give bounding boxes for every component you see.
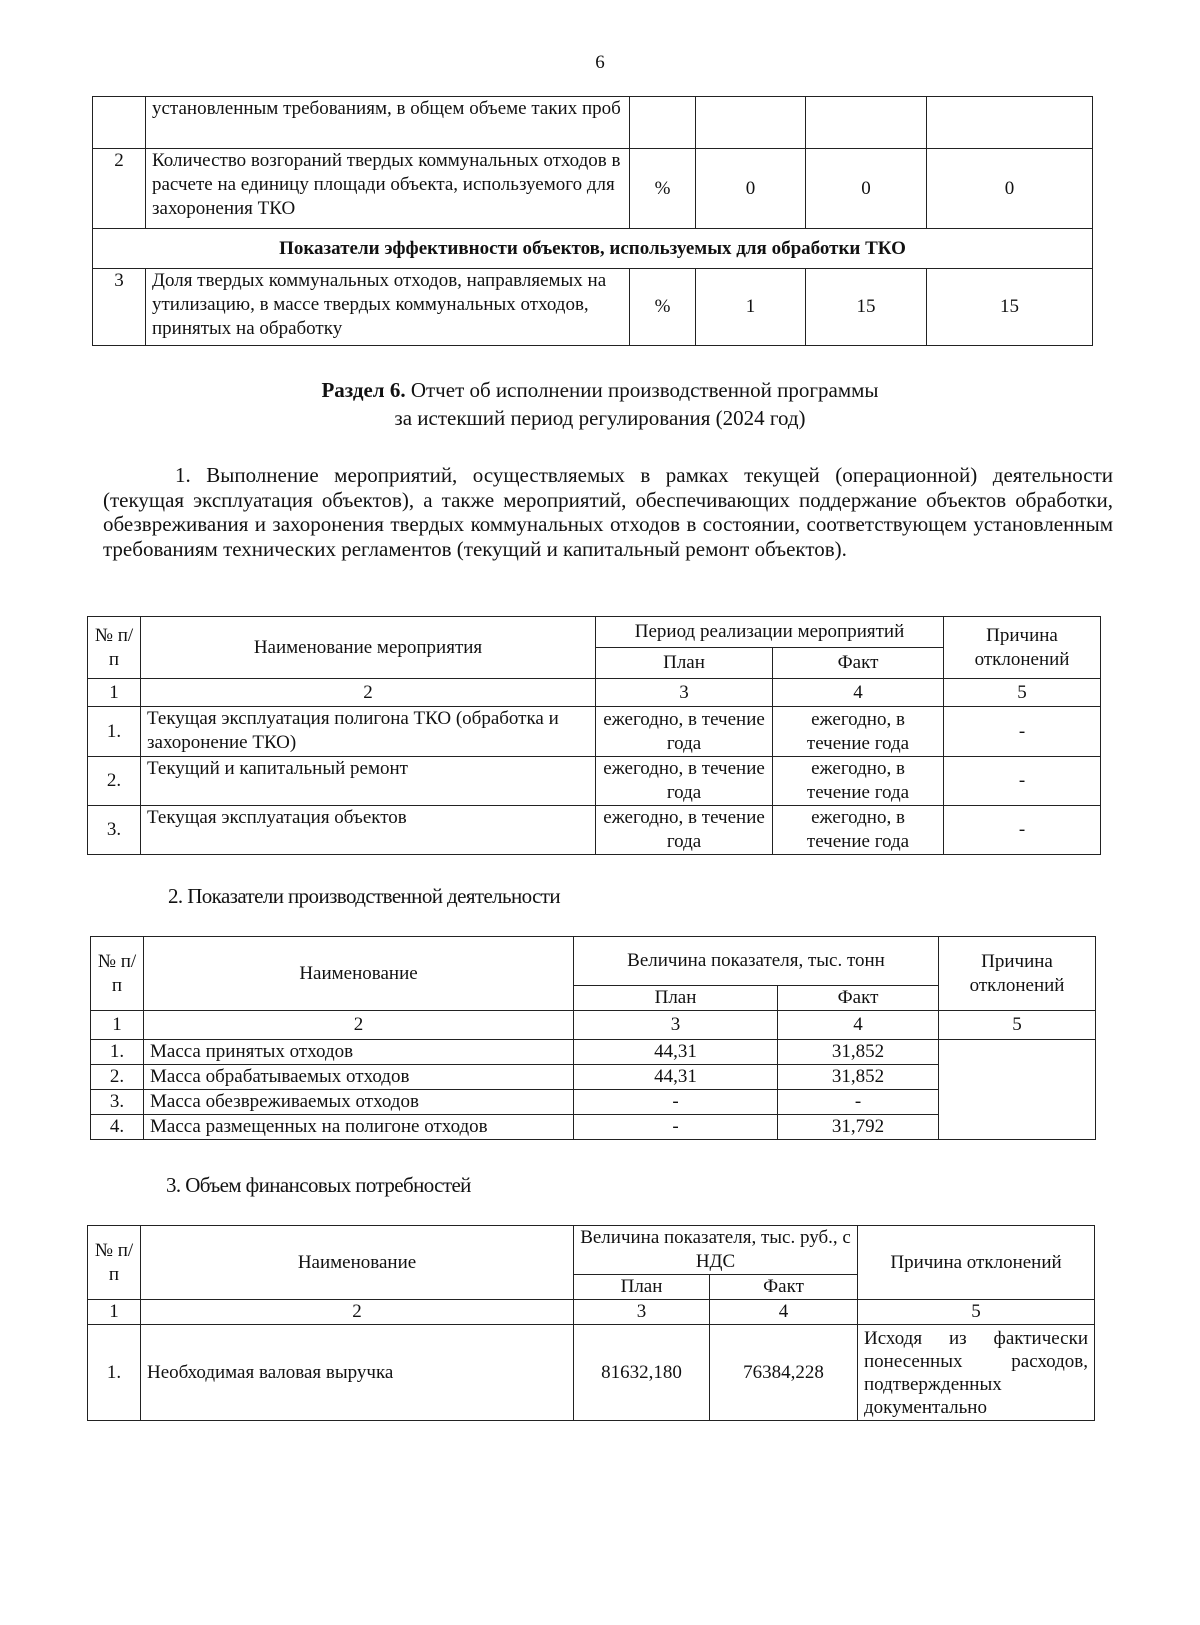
header-num: № п/п xyxy=(88,1226,141,1300)
column-index: 4 xyxy=(710,1300,858,1325)
header-name: Наименование xyxy=(141,1226,574,1300)
column-index: 5 xyxy=(858,1300,1095,1325)
subheading-finance: 3. Объем финансовых потребностей xyxy=(166,1173,471,1197)
value-cell xyxy=(696,97,806,149)
value-cell: 15 xyxy=(806,269,927,346)
header-plan: План xyxy=(574,1275,710,1300)
plan-cell: 81632,180 xyxy=(574,1325,710,1421)
financial-needs-table xyxy=(87,1225,1095,1421)
indicator-name: Масса принятых отходов xyxy=(144,1040,574,1065)
table-row xyxy=(88,806,1101,855)
value-cell: 0 xyxy=(806,149,927,229)
activities-table xyxy=(87,616,1101,855)
indicator-name: Масса размещенных на полигоне отходов xyxy=(144,1115,574,1140)
plan-cell: ежегодно, в течение года xyxy=(596,707,773,757)
section-title xyxy=(0,377,1200,404)
plan-cell: ежегодно, в течение года xyxy=(596,757,773,806)
plan-cell: 44,31 xyxy=(574,1065,778,1090)
header-reason: Причина отклонений xyxy=(944,617,1101,679)
header-fact: Факт xyxy=(710,1275,858,1300)
table-row xyxy=(91,1040,1096,1065)
header-name: Наименование xyxy=(144,937,574,1011)
header-num: № п/п xyxy=(88,617,141,679)
column-index: 3 xyxy=(574,1011,778,1040)
row-number: 3. xyxy=(91,1090,144,1115)
column-index: 3 xyxy=(596,679,773,707)
value-cell: 1 xyxy=(696,269,806,346)
indicator-name: Доля твердых коммунальных отходов, направляемых на утилизацию, в массе твердых коммунальных отходов, принятых на обработку xyxy=(146,269,630,346)
unit-cell: % xyxy=(630,269,696,346)
header-value: Величина показателя, тыс. руб., с НДС xyxy=(574,1226,858,1275)
table-row xyxy=(93,97,1093,149)
table-section-header xyxy=(93,229,1093,269)
unit-cell: % xyxy=(630,149,696,229)
fact-cell: ежегодно, в течение года xyxy=(773,757,944,806)
subheading-production: 2. Показатели производственной деятельности xyxy=(168,884,561,908)
indicator-name: установленным требованиям, в общем объеме таких проб xyxy=(146,97,630,149)
indicator-name: Масса обрабатываемых отходов xyxy=(144,1065,574,1090)
header-plan: План xyxy=(596,648,773,679)
table-row xyxy=(93,149,1093,229)
reason-cell: Исходя из фактически понесенных расходов, подтвержденных документально xyxy=(858,1325,1095,1421)
column-index-row xyxy=(88,1300,1095,1325)
plan-cell: - xyxy=(574,1090,778,1115)
header-reason: Причина отклонений xyxy=(858,1226,1095,1300)
header-period: Период реализации мероприятий xyxy=(596,617,944,648)
row-number: 3 xyxy=(93,269,146,346)
header-name: Наименование мероприятия xyxy=(141,617,596,679)
reason-cell: - xyxy=(944,707,1101,757)
fact-cell: ежегодно, в течение года xyxy=(773,806,944,855)
plan-cell: ежегодно, в течение года xyxy=(596,806,773,855)
value-cell: 0 xyxy=(927,149,1093,229)
row-number: 2. xyxy=(88,757,141,806)
plan-cell: - xyxy=(574,1115,778,1140)
header-fact: Факт xyxy=(773,648,944,679)
row-number: 4. xyxy=(91,1115,144,1140)
column-index: 5 xyxy=(944,679,1101,707)
column-index: 5 xyxy=(939,1011,1096,1040)
fact-cell: 31,852 xyxy=(778,1065,939,1090)
activity-name: Текущая эксплуатация полигона ТКО (обработка и захоронение ТКО) xyxy=(141,707,596,757)
header-value: Величина показателя, тыс. тонн xyxy=(574,937,939,986)
plan-cell: 44,31 xyxy=(574,1040,778,1065)
column-index: 2 xyxy=(144,1011,574,1040)
table-row xyxy=(88,1325,1095,1421)
section-title-rest: Отчет об исполнении производственной программы xyxy=(410,378,879,402)
reason-cell: - xyxy=(944,806,1101,855)
column-index-row xyxy=(88,679,1101,707)
column-index: 2 xyxy=(141,679,596,707)
value-cell: 0 xyxy=(696,149,806,229)
column-index: 1 xyxy=(91,1011,144,1040)
value-cell: 15 xyxy=(927,269,1093,346)
fact-cell: - xyxy=(778,1090,939,1115)
page-number: 6 xyxy=(595,52,605,73)
column-index: 4 xyxy=(773,679,944,707)
reason-cell xyxy=(939,1040,1096,1140)
column-index: 3 xyxy=(574,1300,710,1325)
row-number: 2. xyxy=(91,1065,144,1090)
row-number: 1. xyxy=(91,1040,144,1065)
indicator-name: Масса обезвреживаемых отходов xyxy=(144,1090,574,1115)
column-index: 2 xyxy=(141,1300,574,1325)
table-row xyxy=(88,757,1101,806)
header-reason: Причина отклонений xyxy=(939,937,1096,1011)
table-row xyxy=(93,269,1093,346)
column-index: 4 xyxy=(778,1011,939,1040)
row-number: 3. xyxy=(88,806,141,855)
indicator-name: Количество возгораний твердых коммунальных отходов в расчете на единицу площади объекта, используемого для захоронения ТКО xyxy=(146,149,630,229)
activity-name: Текущая эксплуатация объектов xyxy=(141,806,596,855)
production-indicators-table xyxy=(90,936,1096,1140)
fact-cell: 31,792 xyxy=(778,1115,939,1140)
efficiency-indicators-table xyxy=(92,96,1093,346)
fact-cell: 31,852 xyxy=(778,1040,939,1065)
section-header-text: Показатели эффективности объектов, используемых для обработки ТКО xyxy=(93,229,1093,269)
section-subtitle: за истекший период регулирования (2024 год) xyxy=(394,406,806,430)
column-index: 1 xyxy=(88,679,141,707)
fact-cell: ежегодно, в течение года xyxy=(773,707,944,757)
column-index: 1 xyxy=(88,1300,141,1325)
header-num: № п/п xyxy=(91,937,144,1011)
column-index-row xyxy=(91,1011,1096,1040)
paragraph-1 xyxy=(103,463,1113,561)
reason-cell: - xyxy=(944,757,1101,806)
activity-name: Текущий и капитальный ремонт xyxy=(141,757,596,806)
section-title-bold: Раздел 6. xyxy=(321,378,406,402)
indicator-name: Необходимая валовая выручка xyxy=(141,1325,574,1421)
value-cell xyxy=(927,97,1093,149)
row-number: 1. xyxy=(88,707,141,757)
fact-cell: 76384,228 xyxy=(710,1325,858,1421)
value-cell xyxy=(806,97,927,149)
header-fact: Факт xyxy=(778,986,939,1011)
row-number: 2 xyxy=(93,149,146,229)
table-row xyxy=(88,707,1101,757)
header-plan: План xyxy=(574,986,778,1011)
row-number: 1. xyxy=(88,1325,141,1421)
row-number xyxy=(93,97,146,149)
unit-cell xyxy=(630,97,696,149)
paragraph-1-text: 1. Выполнение мероприятий, осуществляемых в рамках текущей (операционной) деятельности (текущая эксплуатация объектов), а также мероприятий, обеспечивающих поддержание объектов обработки, обезвреживания и захоронения твердых коммунальных отходов в состоянии, соответствующем установленным требованиям технических регламентов (текущий и капитальный ремонт объектов). xyxy=(103,463,1113,561)
